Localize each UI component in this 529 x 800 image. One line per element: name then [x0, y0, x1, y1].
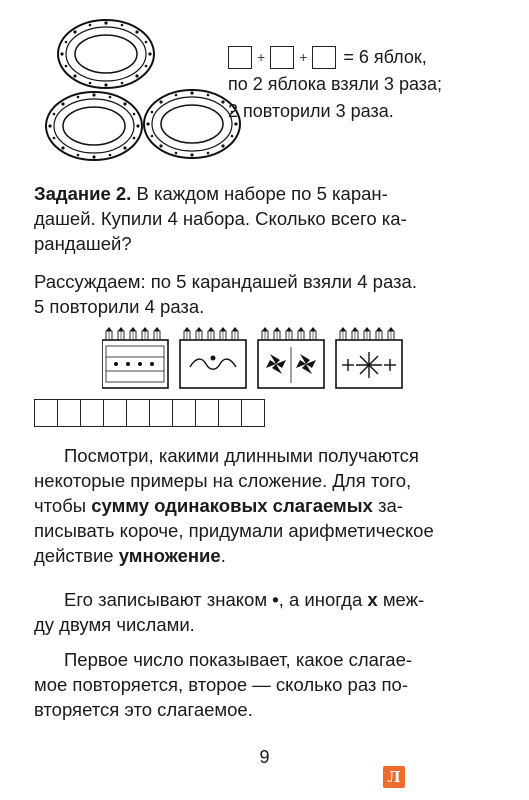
reasoning-line-2: 5 повторили 4 раза.: [34, 296, 205, 317]
pencil-sets-illustration: [102, 327, 422, 391]
answer-box-3[interactable]: [312, 46, 336, 69]
dot-sign: •: [272, 589, 279, 610]
addition-example: [228, 44, 518, 125]
equation-result: = 6 яблок,: [343, 47, 427, 67]
p3-line-3: вторяется это слагаемое.: [34, 699, 253, 720]
plates-illustration: [44, 18, 244, 168]
p2-line-1: [34, 587, 504, 612]
plate-bottom-left: [46, 92, 142, 160]
answer-cell[interactable]: [149, 399, 173, 427]
answer-cell[interactable]: [103, 399, 127, 427]
answer-cell[interactable]: [218, 399, 242, 427]
task-2-line-3: рандашей?: [34, 233, 132, 254]
p1-line-1: Посмотри, какими длинными получаются: [64, 445, 419, 466]
answer-cell[interactable]: [241, 399, 265, 427]
p2-line-1-start: Его записывают знаком: [64, 589, 273, 610]
equation-line-3: 2 повторили 3 раза.: [228, 101, 394, 121]
explanation-paragraph-3: [34, 647, 504, 722]
equation-line-2: по 2 яблока взяли 3 раза;: [228, 74, 443, 94]
plate-top: [58, 20, 154, 88]
reasoning-line-1: Рассуждаем: по 5 карандашей взяли 4 раза.: [34, 271, 417, 292]
task-2: [34, 181, 504, 256]
p1-line-3-start: чтобы: [34, 495, 92, 516]
plus-sign: +: [257, 49, 266, 65]
term-multiplication: умножение: [118, 545, 221, 566]
pencil-set-4: [336, 327, 402, 388]
answer-cell[interactable]: [126, 399, 150, 427]
p2-line-2: ду двумя числами.: [34, 614, 195, 635]
addition-equation: [228, 44, 518, 71]
task-2-line-2: дашей. Купили 4 набора. Сколько всего ка-: [34, 208, 407, 229]
x-sign: x: [367, 589, 378, 610]
p1-line-3: [34, 493, 504, 518]
plate-bottom-right: [144, 90, 240, 158]
task-2-line-1: В каждом наборе по 5 каран-: [136, 183, 388, 204]
p2-line-1-end: меж-: [377, 589, 425, 610]
publisher-logo-icon: Л: [383, 766, 405, 788]
p2-line-1-mid: , а иногда: [278, 589, 368, 610]
pencil-set-3: [258, 327, 324, 388]
answer-box-2[interactable]: [270, 46, 294, 69]
page-number: 9: [259, 747, 270, 767]
answer-box-1[interactable]: [228, 46, 252, 69]
answer-cell[interactable]: [195, 399, 219, 427]
p1-line-3-end: за-: [372, 495, 403, 516]
reasoning: [34, 269, 504, 319]
p1-line-5-end: .: [220, 545, 226, 566]
p1-line-5-start: действие: [34, 545, 119, 566]
p1-line-5: [34, 543, 504, 568]
term-sum-of-equal-addends: сумму одинаковых слагаемых: [91, 495, 373, 516]
answer-cell[interactable]: [34, 399, 58, 427]
plus-sign: +: [299, 49, 308, 65]
answer-cell[interactable]: [57, 399, 81, 427]
explanation-paragraph-1: [34, 443, 504, 568]
explanation-paragraph-2: [34, 587, 504, 637]
pencil-set-1: [102, 327, 168, 388]
pencil-set-2: [180, 327, 246, 388]
answer-cell[interactable]: [80, 399, 104, 427]
p1-line-2: некоторые примеры на сложение. Для того,: [34, 470, 412, 491]
task-2-label: Задание 2.: [34, 183, 132, 204]
answer-cell[interactable]: [172, 399, 196, 427]
p1-line-4: писывать короче, придумали арифметическое: [34, 520, 434, 541]
p3-line-1: Первое число показывает, какое слагае-: [64, 649, 413, 670]
p3-line-2: мое повторяется, второе — сколько раз по-: [34, 674, 408, 695]
answer-cells: [34, 399, 265, 427]
